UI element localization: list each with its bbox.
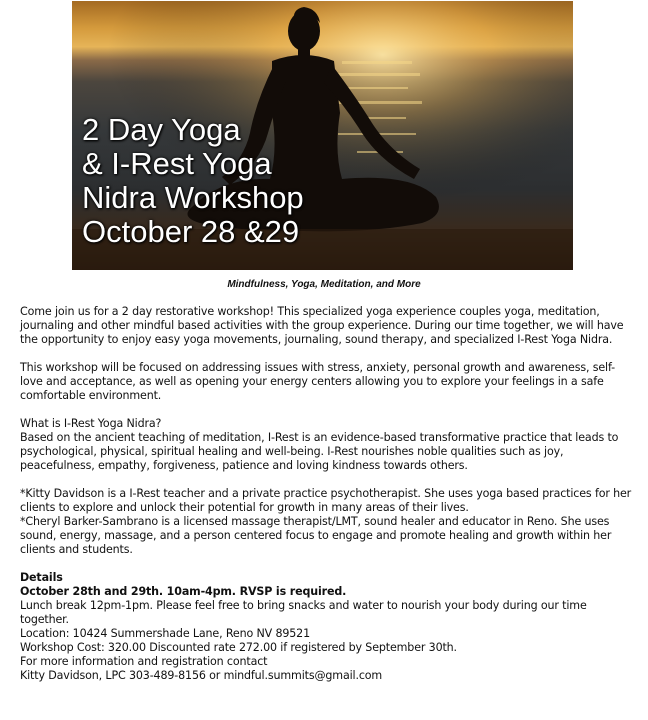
details-heading: Details — [20, 571, 63, 584]
hero-title-line: & I-Rest Yoga — [82, 146, 272, 181]
details-dates: October 28th and 29th. 10am-4pm. RVSP is required. — [20, 585, 347, 598]
details-location: Location: 10424 Summershade Lane, Reno NV 89521 — [20, 627, 311, 640]
hero-image — [72, 1, 573, 270]
email-link[interactable]: mindful.summits@gmail.com — [223, 669, 383, 682]
hero-title — [82, 113, 304, 249]
hero-title-line: October 28 &29 — [82, 214, 300, 249]
hero-title-line: 2 Day Yoga — [82, 112, 241, 147]
details-lunch: Lunch break 12pm-1pm. Please feel free to bring snacks and water to nourish your body during our time together. — [20, 599, 587, 626]
what-body: Based on the ancient teaching of meditation, I-Rest is an evidence-based transformative practice that leads to psychological, physical, spiritual healing and well-being. I-Rest nourishes noble qualities such as joy, peacefulness, empathy, forgiveness, patience and loving kindness towards others. — [20, 431, 619, 472]
focus-paragraph: This workshop will be focused on addressing issues with stress, anxiety, personal growth and awareness, self-love and acceptance, as well as opening your energy centers allowing you to explore your feelings in a safe comfortable environment. — [20, 361, 615, 402]
details-cost: Workshop Cost: 320.00 Discounted rate 272.00 if registered by September 30th. — [20, 641, 457, 654]
bio-cheryl: *Cheryl Barker-Sambrano is a licensed massage therapist/LMT, sound healer and educator in Reno. She uses sound, energy, massage, and a person centered focus to engage and promote healing and growth within her clients and students. — [20, 515, 612, 556]
details-contact — [20, 669, 634, 683]
intro-paragraph: Come join us for a 2 day restorative workshop! This specialized yoga experience couples yoga, meditation, journaling and other mindful based activities with the group experience. During our time together, we will have the opportunity to enjoy easy yoga movements, journaling, sound therapy, and specialized I-Rest Yoga Nidra. — [20, 305, 624, 346]
contact-prefix: Kitty Davidson, LPC 303-489-8156 or — [20, 669, 224, 682]
hero-title-line: Nidra Workshop — [82, 180, 304, 215]
details-more-info: For more information and registration contact — [20, 655, 268, 668]
what-heading: What is I-Rest Yoga Nidra? — [20, 417, 162, 430]
bio-kitty: *Kitty Davidson is a I-Rest teacher and a private practice psychotherapist. She uses yoga based practices for her clients to explore and unlock their potential for growth in many areas of their lives. — [20, 487, 632, 514]
flyer-body — [20, 305, 634, 683]
subtitle: Mindfulness, Yoga, Meditation, and More — [227, 279, 421, 290]
